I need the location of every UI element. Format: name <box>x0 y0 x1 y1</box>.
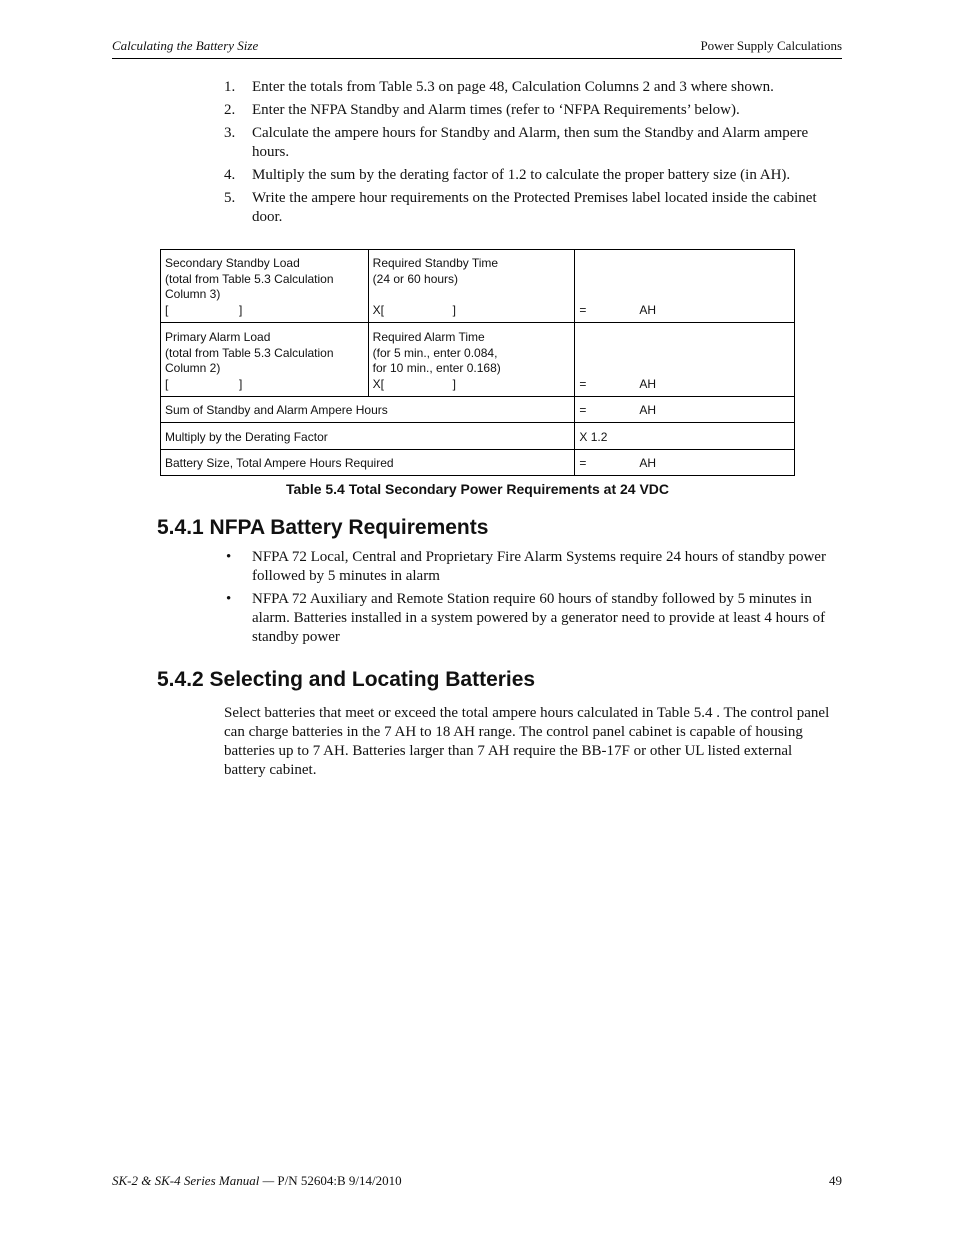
bullet-icon: • <box>226 591 232 607</box>
table-row-standby <box>161 250 795 323</box>
battery-calculation-table <box>160 249 795 476</box>
standby-ah-cell: = AH <box>575 250 795 323</box>
derating-label: Multiply by the Derating Factor <box>161 423 575 450</box>
bullet-icon: • <box>226 549 232 565</box>
step-text: Multiply the sum by the derating factor of 1.2 to calculate the proper battery size (in AH). <box>252 167 791 183</box>
step-item <box>224 166 844 185</box>
section-heading-batteries: 5.4.2 Selecting and Locating Batteries <box>157 668 536 691</box>
table-row-sum <box>161 397 795 423</box>
battery-size-label: Battery Size, Total Ampere Hours Required <box>161 450 575 476</box>
step-item <box>224 78 844 97</box>
derating-value: X 1.2 <box>575 423 795 450</box>
nfpa-requirements-list <box>224 548 844 651</box>
list-item: • NFPA 72 Local, Central and Proprietary Fire Alarm Systems require 24 hours of standby power followed by 5 minutes in alarm <box>226 549 826 584</box>
standby-load-blank: [ ] <box>165 302 243 317</box>
table-row-alarm <box>161 323 795 397</box>
page-header <box>112 38 842 59</box>
step-number: 2. <box>224 102 236 118</box>
step-number: 4. <box>224 167 236 183</box>
alarm-ah-cell: = AH <box>575 323 795 397</box>
step-item <box>224 124 844 162</box>
sum-ah-cell: = AH <box>575 397 795 423</box>
list-item: • NFPA 72 Auxiliary and Remote Station require 60 hours of standby followed by 5 minutes in alarm. Batteries installed in a system powered by a generator need to provide at least 4 hours of standby power <box>226 591 826 645</box>
instruction-steps <box>224 78 844 231</box>
header-chapter-title: Power Supply Calculations <box>700 38 842 53</box>
sum-label: Sum of Standby and Alarm Ampere Hours <box>161 397 575 423</box>
step-number: 5. <box>224 190 236 206</box>
table-row-battery-size <box>161 450 795 476</box>
step-text: Write the ampere hour requirements on the Protected Premises label located inside the cabinet door. <box>252 190 817 225</box>
table-row-derating <box>161 423 795 450</box>
header-section-title: Calculating the Battery Size <box>112 38 259 53</box>
alarm-load-blank: [ ] <box>165 376 243 391</box>
step-text: Calculate the ampere hours for Standby and Alarm, then sum the Standby and Alarm ampere hours. <box>252 125 809 160</box>
step-item <box>224 101 844 120</box>
footer-manual: SK-2 & SK-4 Series Manual — P/N 52604:B 9/14/2010 <box>112 1173 402 1188</box>
battery-size-ah-cell: = AH <box>575 450 795 476</box>
step-number: 1. <box>224 79 236 95</box>
step-text: Enter the totals from Table 5.3 on page 48, Calculation Columns 2 and 3 where shown. <box>252 79 774 95</box>
step-text: Enter the NFPA Standby and Alarm times (refer to ‘NFPA Requirements’ below). <box>252 102 740 118</box>
standby-load-cell: Secondary Standby Load (total from Table 5.3 Calculation Column 3) [ ] <box>161 250 369 323</box>
standby-time-cell: Required Standby Time (24 or 60 hours) X[ ] <box>368 250 575 323</box>
step-item <box>224 189 844 227</box>
step-number: 3. <box>224 125 236 141</box>
alarm-time-cell: Required Alarm Time (for 5 min., enter 0.084, for 10 min., enter 0.168) X[ ] <box>368 323 575 397</box>
standby-time-blank: X[ ] <box>372 302 457 317</box>
alarm-time-blank: X[ ] <box>372 376 457 391</box>
table-caption: Table 5.4 Total Secondary Power Requirements at 24 VDC <box>285 481 670 497</box>
page-number: 49 <box>829 1173 842 1188</box>
section-heading-nfpa: 5.4.1 NFPA Battery Requirements <box>157 516 489 539</box>
alarm-load-cell: Primary Alarm Load (total from Table 5.3 Calculation Column 2) [ ] <box>161 323 369 397</box>
batteries-paragraph: Select batteries that meet or exceed the total ampere hours calculated in Table 5.4 . The control panel can charge batteries in the 7 AH to 18 AH range. The control panel cabinet is capable of housing batteries up to 7 AH. Batteries larger than 7 AH require the BB-17F or other UL listed external battery cabinet. <box>224 705 830 778</box>
